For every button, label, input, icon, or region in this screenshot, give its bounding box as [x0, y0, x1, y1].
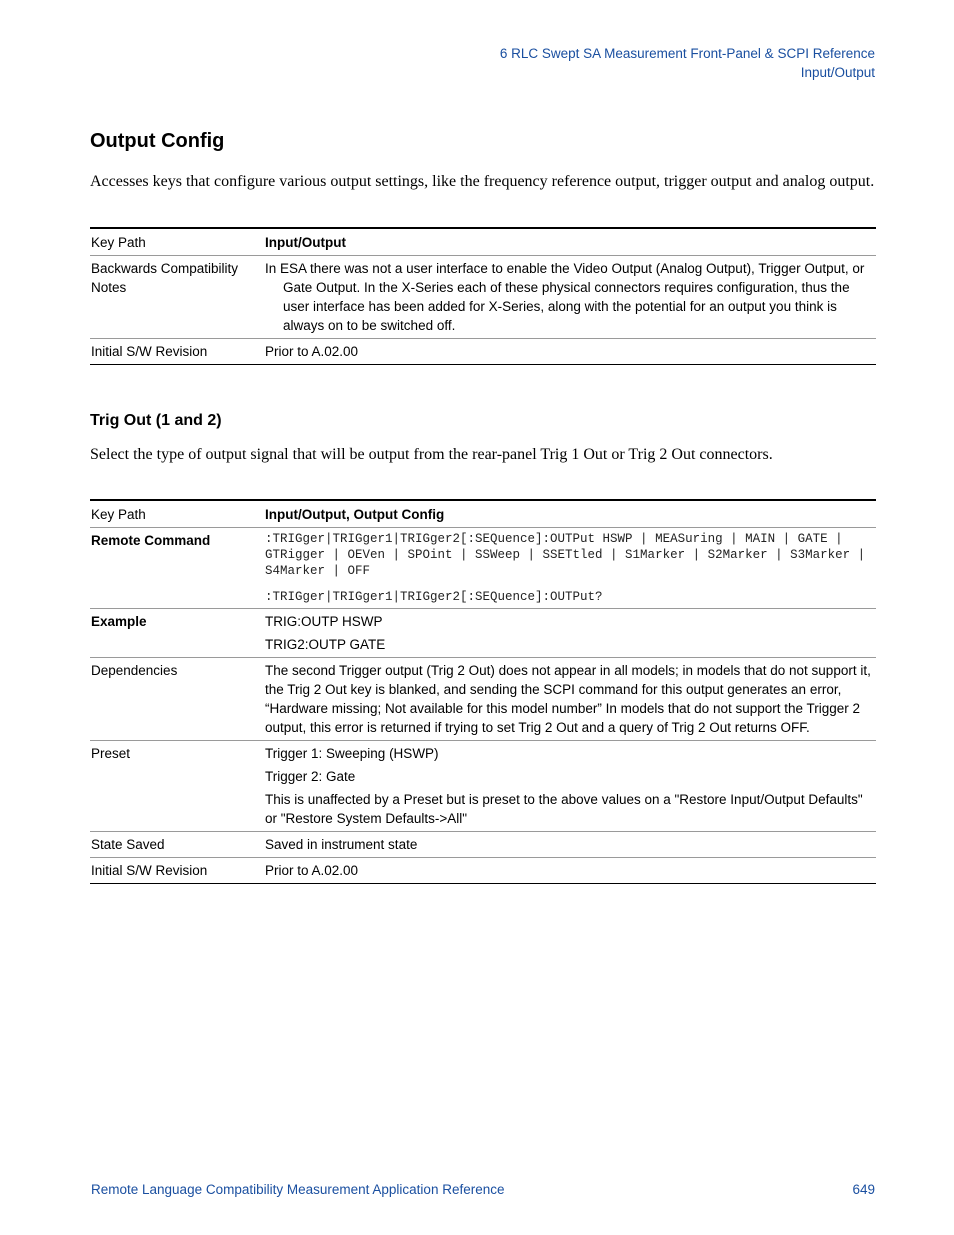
trig-out-description: Select the type of output signal that will be output from the rear-panel Trig 1 Out or Trig 2 Out connectors. [90, 446, 773, 463]
running-header [275, 44, 875, 82]
example-line: TRIG2:OUTP GATE [265, 637, 386, 652]
page-number: 649 [852, 1182, 875, 1197]
row-key: Dependencies [90, 658, 265, 741]
preset-line: Trigger 1: Sweeping (HSWP) [265, 746, 439, 761]
row-key: Preset [90, 741, 265, 832]
row-key: Key Path [90, 500, 265, 528]
trig-out-table [90, 499, 876, 884]
table-row [90, 500, 876, 528]
row-value: In ESA there was not a user interface to enable the Video Output (Analog Output), Trigger Output, or Gate Output. In the X-Series each of these physical connectors requires configuration, thus the user interface has been added for X-Series, along with the potential for an output you think is always on to be switched off. [265, 261, 865, 333]
table-row [90, 228, 876, 256]
row-key: Initial S/W Revision [90, 339, 265, 365]
table-row [90, 832, 876, 858]
table-row [90, 339, 876, 365]
preset-line: Trigger 2: Gate [265, 769, 356, 784]
row-key: Remote Command [90, 528, 265, 609]
section-title: Input/Output [800, 65, 875, 80]
row-key: Initial S/W Revision [90, 858, 265, 884]
remote-query-text: :TRIGger|TRIGger1|TRIGger2[:SEQuence]:OUTPut? [265, 590, 603, 604]
footer-title: Remote Language Compatibility Measurement Application Reference [91, 1182, 505, 1197]
row-value: Saved in instrument state [265, 832, 876, 858]
table-row [90, 256, 876, 339]
table-row [90, 609, 876, 658]
table-row [90, 528, 876, 609]
preset-line: This is unaffected by a Preset but is preset to the above values on a "Restore Input/Output Defaults" or "Restore System Defaults->All" [265, 792, 863, 826]
example-line: TRIG:OUTP HSWP [265, 614, 383, 629]
chapter-title: 6 RLC Swept SA Measurement Front-Panel & SCPI Reference [499, 46, 875, 61]
page-footer [91, 1182, 875, 1197]
output-config-description: Accesses keys that configure various output settings, like the frequency reference output, trigger output and analog output. [90, 173, 875, 190]
row-key: Example [90, 609, 265, 658]
table-row [90, 858, 876, 884]
row-value: Input/Output [265, 228, 876, 256]
row-value: The second Trigger output (Trig 2 Out) does not appear in all models; in models that do not support it, the Trig 2 Out key is blanked, and sending the SCPI command for this output generates an error, “Hardware missing; Not available for this model number” In models that do not support the Trigger 2 output, this error is returned if trying to set Trig 2 Out and a query of Trig 2 Out returns OFF. [265, 658, 876, 741]
trig-out-heading: Trig Out (1 and 2) [90, 412, 222, 429]
remote-command-text: :TRIGger|TRIGger1|TRIGger2[:SEQuence]:OUTPut HSWP | MEASuring | MAIN | GATE | GTRigger | OEVen | SPOint | SSWeep | SSETtled | S1Marker | S2Marker | S3Marker | S4Marker | OFF [265, 532, 866, 578]
row-key: Backwards Compatibility Notes [90, 256, 265, 339]
row-value: Input/Output, Output Config [265, 500, 876, 528]
row-value: Prior to A.02.00 [265, 858, 876, 884]
row-key: Key Path [90, 228, 265, 256]
output-config-heading: Output Config [90, 130, 225, 152]
row-value: Prior to A.02.00 [265, 339, 876, 365]
row-key: State Saved [90, 832, 265, 858]
output-config-table [90, 227, 876, 365]
table-row [90, 658, 876, 741]
table-row [90, 741, 876, 832]
